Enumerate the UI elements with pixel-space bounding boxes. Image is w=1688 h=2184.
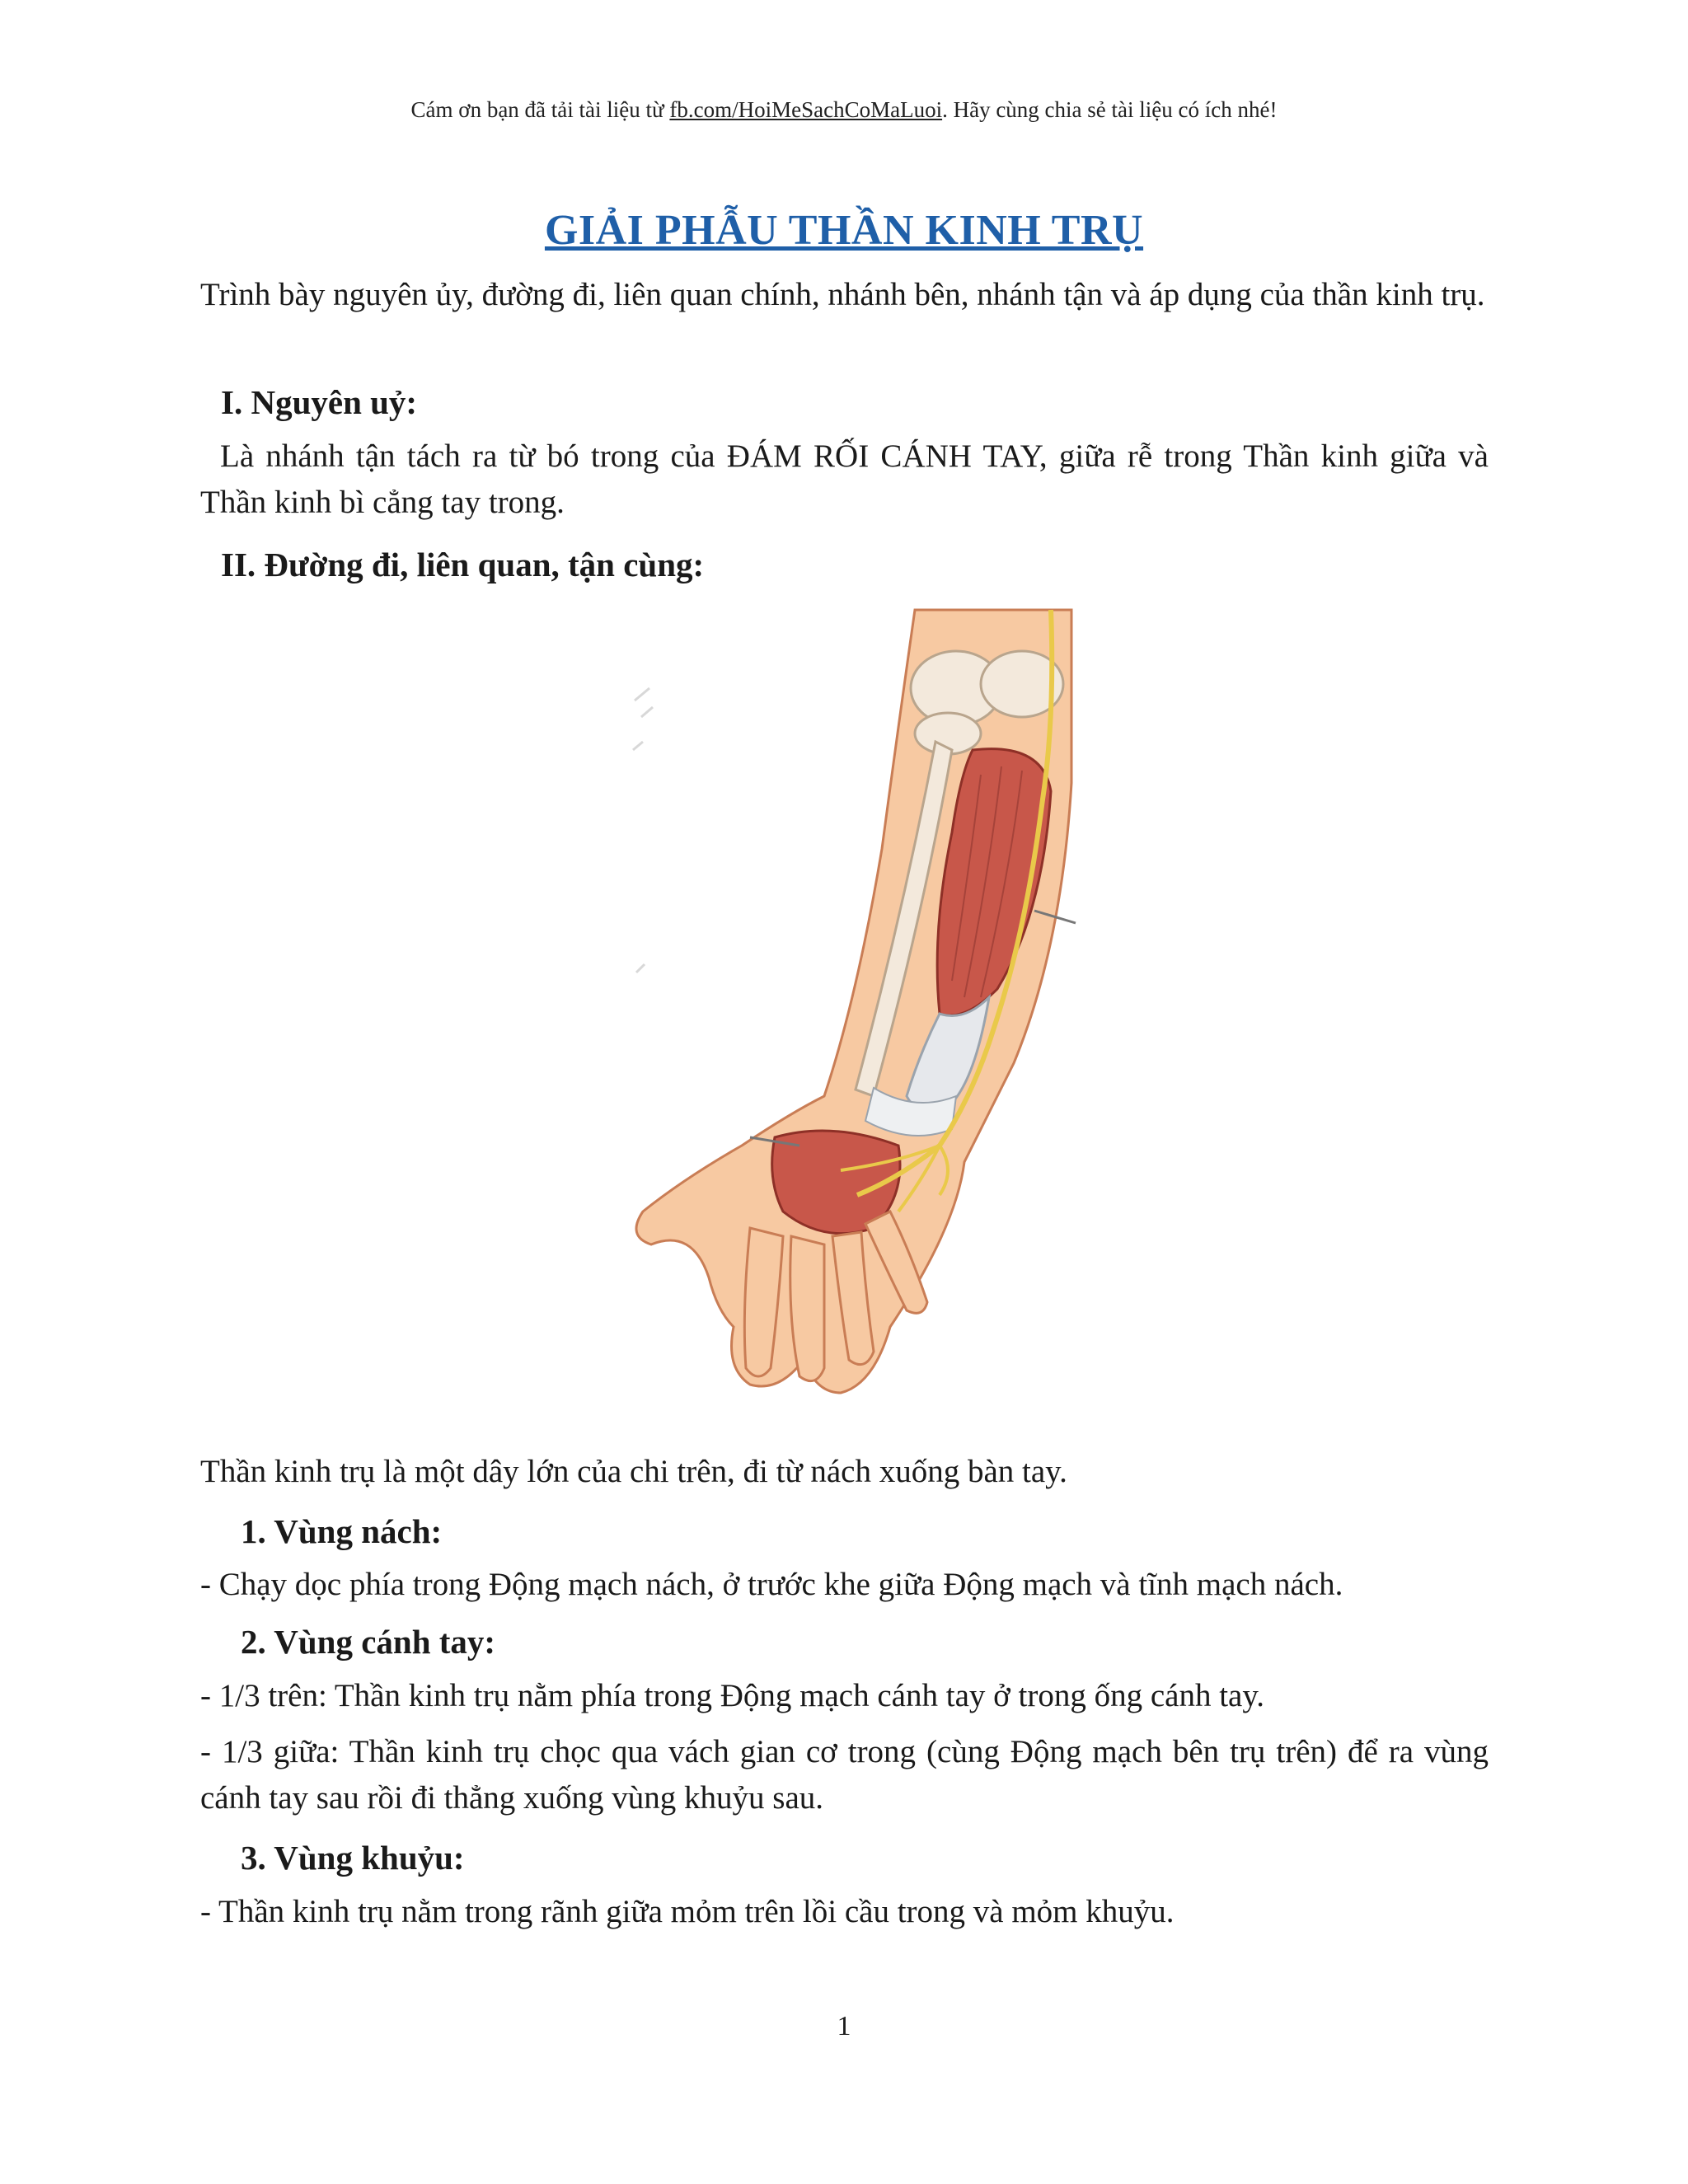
elbow-paragraph: - Thần kinh trụ nằm trong rãnh giữa mỏm trên lồi cầu trong và mỏm khuỷu. [200,1894,1175,1929]
note-text-after: . Hãy cùng chia sẻ tài liệu có ích nhé! [942,97,1278,122]
origin-heading: I. Nguyên uỷ: [221,383,418,421]
elbow-heading: 3. Vùng khuỷu: [241,1839,465,1877]
axilla-paragraph: - Chạy dọc phía trong Động mạch nách, ở trước khe giữa Động mạch và tĩnh mạch nách. [200,1567,1343,1602]
page-title: GIẢI PHẪU THẦN KINH TRỤ [544,207,1144,254]
axilla-heading: 1. Vùng nách: [241,1512,443,1550]
page-number: 1 [837,2011,851,2041]
question-paragraph: Trình bày nguyên ủy, đường đi, liên quan chính, nhánh bên, nhánh tận và áp dụng của thần kinh trụ. [200,277,1485,312]
download-note [0,97,1688,123]
arm-middle-third-paragraph: - 1/3 giữa: Thần kinh trụ chọc qua vách gian cơ trong (cùng Động mạch bên trụ trên) để ra vùng cánh tay sau rồi đi thẳng xuống vùng khuỷu sau. [200,1734,1489,1816]
origin-paragraph: Là nhánh tận tách ra từ bó trong của ĐÁM RỐI CÁNH TAY, giữa rễ trong Thần kinh giữa và Thần kinh bì cẳng tay trong. [200,438,1489,520]
arm-region-heading: 2. Vùng cánh tay: [241,1623,496,1661]
course-heading: II. Đường đi, liên quan, tận cùng: [221,546,705,583]
sketch-marks [633,688,653,972]
note-text-before: Cám ơn bạn đã tải tài liệu từ [410,97,670,122]
facebook-link[interactable]: fb.com/HoiMeSachCoMaLuoi [669,97,943,122]
course-intro-paragraph: Thần kinh trụ là một dây lớn của chi trên, đi từ nách xuống bàn tay. [200,1454,1067,1489]
arm-upper-third-paragraph: - 1/3 trên: Thần kinh trụ nằm phía trong Động mạch cánh tay ở trong ống cánh tay. [200,1678,1265,1713]
forearm-anatomy-illustration [626,602,1088,1409]
